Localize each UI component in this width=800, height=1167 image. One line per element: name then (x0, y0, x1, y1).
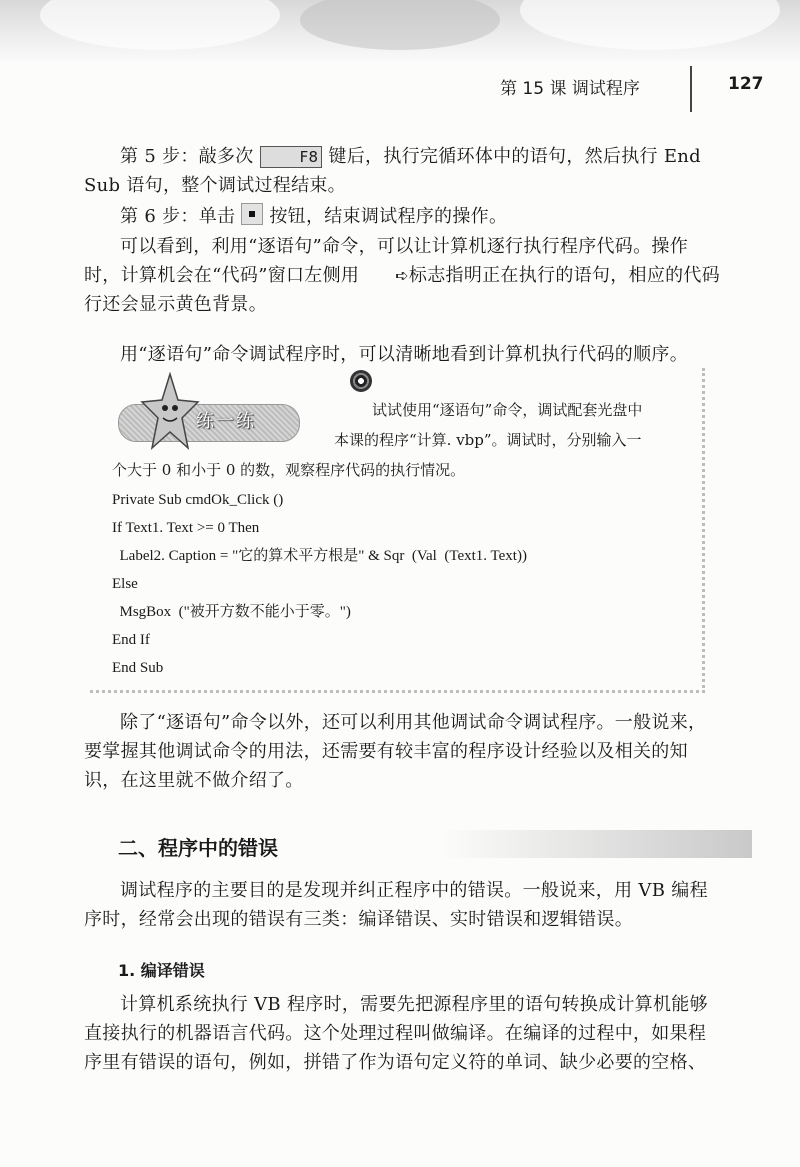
practice-badge-label: 练一练 (196, 411, 256, 432)
practice-line-1: 试试使用“逐语句”命令，调试配套光盘中 (372, 401, 643, 419)
execution-arrow-icon: ➪ (395, 266, 409, 285)
header-divider (690, 66, 692, 112)
para-step-into (84, 232, 724, 319)
page-number: 127 (728, 74, 764, 94)
code-line: Label2. Caption = "它的算术平方根是" & Sqr (Val (Text1. Text)) (112, 548, 527, 564)
cd-icon (350, 370, 372, 392)
code-line: Else (112, 576, 138, 592)
para-compile-errors: 计算机系统执行 VB 程序时，需要先把源程序里的语句转换成计算机能够直接执行的机器语言代码。这个处理过程叫做编译。在编译的过程中，如果程序里有错误的语句，例如，拼错了作为语句定义符的单词、缺少必要的空格、 (84, 994, 708, 1073)
step6-paragraph (84, 202, 724, 231)
f8-key-icon: F8 (260, 146, 323, 168)
para1-text-after: 标志指明正在执行的语句，相应的代码行还会显示黄色背景。 (84, 265, 721, 315)
code-line: If Text1. Text >= 0 Then (112, 520, 260, 536)
step5-text-after: 键后，执行完循环体中的语句，然后执行 End Sub 语句，整个调试过程结束。 (84, 146, 702, 196)
section-title: 二、程序中的错误 (118, 836, 278, 860)
section-title-bar (440, 830, 752, 858)
step6-text-after: 按钮，结束调试程序的操作。 (263, 206, 508, 227)
practice-line-3: 个大于 0 和小于 0 的数，观察程序代码的执行情况。 (112, 461, 466, 479)
step5-text-before: 第 5 步：敲多次 (120, 146, 260, 167)
para-order: 用“逐语句”命令调试程序时，可以清晰地看到计算机执行代码的顺序。 (120, 344, 689, 365)
para1-text-before: 可以看到，利用“逐语句”命令，可以让计算机逐行执行程序代码。操作时，计算机会在“代码”窗口左侧用 (84, 236, 689, 286)
practice-line-2: 本课的程序“计算. vbp”。调试时，分别输入一 (334, 431, 642, 449)
para-error-types: 调试程序的主要目的是发现并纠正程序中的错误。一般说来，用 VB 编程序时，经常会出现的错误有三类：编译错误、实时错误和逻辑错误。 (84, 880, 708, 930)
star-mascot-icon (140, 372, 200, 452)
subsection-title: 1. 编译错误 (118, 961, 205, 980)
header-banner (0, 0, 800, 62)
code-line: MsgBox ("被开方数不能小于零。") (112, 604, 351, 620)
code-line: End Sub (112, 660, 164, 676)
stop-button-icon (241, 203, 263, 225)
code-line: Private Sub cmdOk_Click () (112, 492, 284, 508)
step6-text-before: 第 6 步：单击 (120, 206, 242, 227)
code-line: End If (112, 632, 150, 648)
lesson-title: 第 15 课 调试程序 (500, 79, 640, 99)
step5-paragraph (84, 142, 724, 200)
para-other-commands: 除了“逐语句”命令以外，还可以利用其他调试命令调试程序。一般说来，要掌握其他调试命令的用法，还需要有较丰富的程序设计经验以及相关的知识，在这里就不做介绍了。 (84, 712, 707, 791)
